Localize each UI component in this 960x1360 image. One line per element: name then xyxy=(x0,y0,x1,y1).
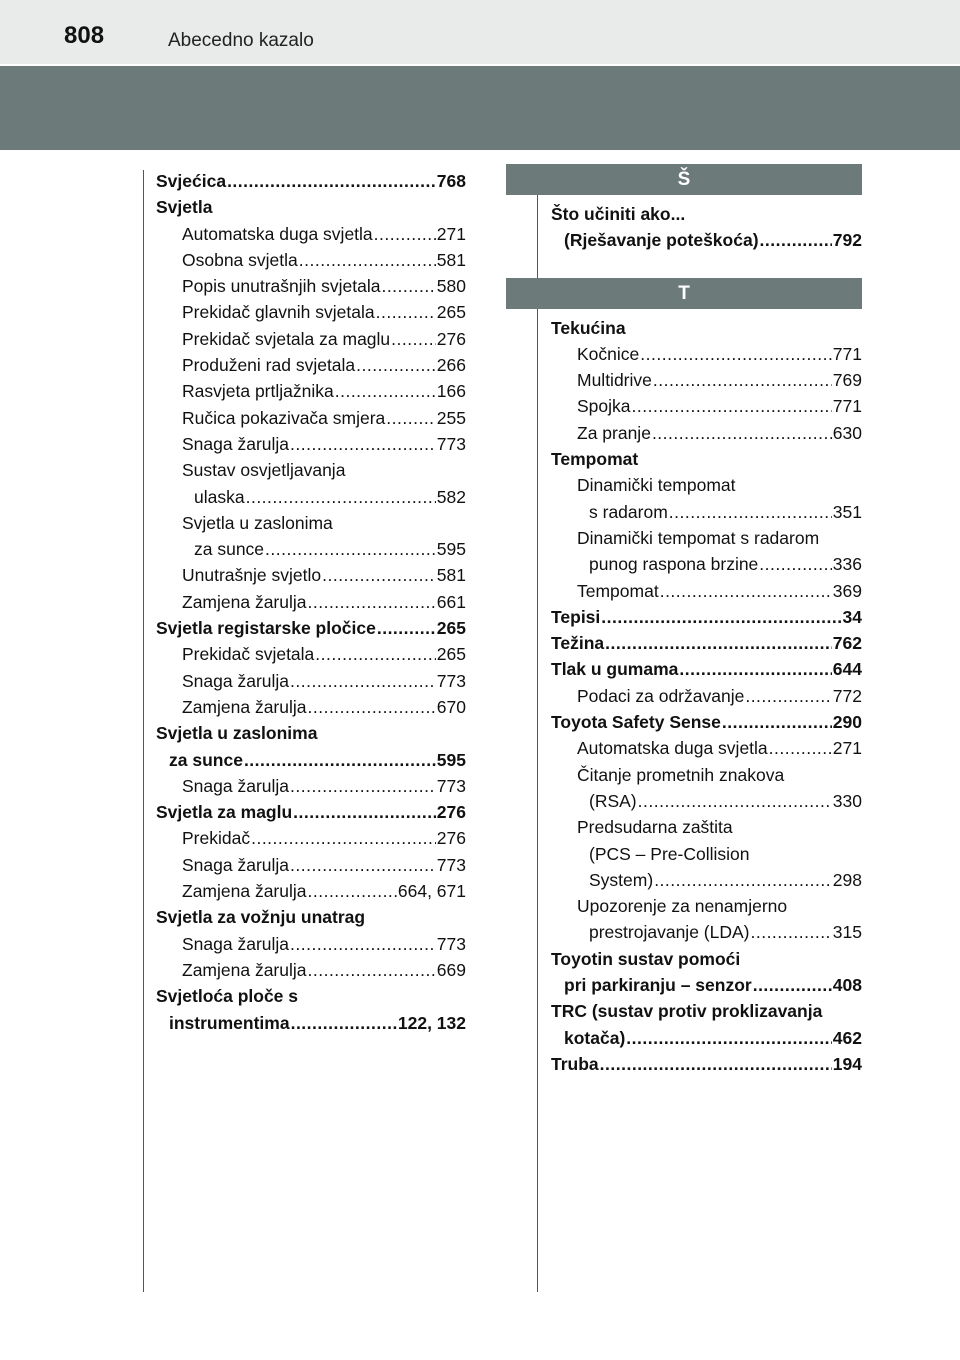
index-entry xyxy=(156,484,466,510)
index-entry xyxy=(156,904,466,930)
leader-dots xyxy=(381,273,435,299)
index-entry xyxy=(551,367,862,393)
entry-term: ulaska xyxy=(194,486,245,507)
entry-term: Sustav osvjetljavanja xyxy=(182,460,346,481)
entry-page: 290 xyxy=(832,712,862,733)
entry-page: 276 xyxy=(436,802,466,823)
entry-page: 408 xyxy=(832,975,862,996)
entry-page: 762 xyxy=(832,633,862,654)
entry-term: Prekidač svjetala xyxy=(182,644,315,665)
index-entry xyxy=(551,788,862,814)
index-entry xyxy=(156,431,466,457)
entry-term: Zamjena žarulja xyxy=(182,959,307,980)
index-entry xyxy=(156,668,466,694)
index-column-left xyxy=(156,168,466,1036)
leader-dots xyxy=(308,957,436,983)
section-title: Abecedno kazalo xyxy=(168,30,314,51)
index-entry xyxy=(551,919,862,945)
entry-page: 581 xyxy=(436,249,466,270)
index-entry xyxy=(156,562,466,588)
entry-term: Zamjena žarulja xyxy=(182,881,307,902)
entry-term: Rasvjeta prtljažnika xyxy=(182,381,334,402)
entry-term: Ručica pokazivača smjera xyxy=(182,407,386,428)
index-entry xyxy=(156,405,466,431)
leader-dots xyxy=(640,341,832,367)
entry-term: Prekidač glavnih svjetala xyxy=(182,302,375,323)
entry-page: 773 xyxy=(436,854,466,875)
column-divider-left xyxy=(143,170,144,1292)
index-entry xyxy=(156,983,466,1009)
index-entry xyxy=(551,1025,862,1051)
index-entry xyxy=(156,931,466,957)
entry-page: 330 xyxy=(832,790,862,811)
index-entry xyxy=(156,247,466,273)
index-entry xyxy=(156,299,466,325)
entry-term: Automatska duga svjetla xyxy=(577,738,768,759)
leader-dots xyxy=(356,352,436,378)
index-entry xyxy=(156,825,466,851)
leader-dots xyxy=(290,668,436,694)
index-entry xyxy=(156,273,466,299)
entry-page: 773 xyxy=(436,933,466,954)
entry-term: Prekidač svjetala za maglu xyxy=(182,328,391,349)
index-entry xyxy=(156,510,466,536)
entry-page: 581 xyxy=(436,565,466,586)
index-entry xyxy=(551,998,862,1024)
entry-term: Dinamički tempomat xyxy=(577,475,736,496)
index-entry xyxy=(551,893,862,919)
section-gap xyxy=(551,254,862,278)
entry-term: Kočnice xyxy=(577,343,640,364)
leader-dots xyxy=(386,405,436,431)
index-entry xyxy=(551,630,862,656)
index-entry xyxy=(156,378,466,404)
entry-term: Što učiniti ako... xyxy=(551,204,686,224)
entry-page: 595 xyxy=(436,749,466,770)
leader-dots xyxy=(638,788,832,814)
index-entry xyxy=(156,615,466,641)
index-entry xyxy=(156,352,466,378)
entry-term: Spojka xyxy=(577,396,631,417)
leader-dots xyxy=(290,931,436,957)
entry-page: 582 xyxy=(436,486,466,507)
entry-term: s radarom xyxy=(589,501,668,522)
index-entry xyxy=(156,957,466,983)
index-entry xyxy=(156,589,466,615)
entry-term: Predsudarna zaštita xyxy=(577,817,733,838)
index-entry xyxy=(551,315,862,341)
leader-dots xyxy=(308,589,436,615)
entry-page: 315 xyxy=(832,922,862,943)
entry-page: 670 xyxy=(436,696,466,717)
leader-dots xyxy=(722,709,832,735)
entry-term: Svjetla u zaslonima xyxy=(156,723,318,744)
entry-page: 771 xyxy=(832,343,862,364)
leader-dots xyxy=(654,867,832,893)
index-entry xyxy=(156,1010,466,1036)
index-entry xyxy=(551,841,862,867)
entry-term: Truba xyxy=(551,1053,599,1074)
header-strip xyxy=(0,0,960,64)
entry-page: 276 xyxy=(436,828,466,849)
entry-term: Produženi rad svjetala xyxy=(182,355,356,376)
entry-page: 351 xyxy=(832,501,862,522)
entry-page: 271 xyxy=(832,738,862,759)
index-entry xyxy=(551,946,862,972)
index-entry xyxy=(156,799,466,825)
entry-term: Snaga žarulja xyxy=(182,933,290,954)
entry-page: 166 xyxy=(436,381,466,402)
entry-page: 34 xyxy=(842,606,862,627)
entry-term: Popis unutrašnjih svjetala xyxy=(182,276,381,297)
entry-page: 271 xyxy=(436,223,466,244)
entry-term: punog raspona brzine xyxy=(589,554,759,575)
entry-term: Tepisi xyxy=(551,606,601,627)
entry-page: 369 xyxy=(832,580,862,601)
leader-dots xyxy=(745,683,831,709)
index-entry xyxy=(156,536,466,562)
index-entry xyxy=(551,472,862,498)
entry-term: (PCS – Pre-Collision xyxy=(589,843,750,864)
index-entry xyxy=(156,221,466,247)
index-entry xyxy=(551,551,862,577)
index-entry xyxy=(551,604,862,630)
leader-dots xyxy=(753,972,832,998)
entry-term: Tlak u gumama xyxy=(551,659,679,680)
entry-term: kotača) xyxy=(564,1027,626,1048)
leader-dots xyxy=(291,1010,397,1036)
entry-term: Tekućina xyxy=(551,317,626,338)
entry-term: prestrojavanje (LDA) xyxy=(589,922,750,943)
index-entry xyxy=(551,341,862,367)
entry-term: Unutrašnje svjetlo xyxy=(182,565,322,586)
leader-dots xyxy=(227,168,436,194)
header-banner xyxy=(0,66,960,150)
entry-term: za sunce xyxy=(169,749,243,770)
entry-page: 265 xyxy=(436,618,466,639)
leader-dots xyxy=(290,852,436,878)
entry-term: Svjetla za maglu xyxy=(156,802,293,823)
index-entry xyxy=(551,656,862,682)
leader-dots xyxy=(669,499,832,525)
leader-dots xyxy=(265,536,436,562)
entry-page: 255 xyxy=(436,407,466,428)
index-entry xyxy=(156,326,466,352)
leader-dots xyxy=(660,578,832,604)
index-entry xyxy=(551,735,862,761)
leader-dots xyxy=(335,378,436,404)
entry-term: Svjetla u zaslonima xyxy=(182,512,333,533)
leader-dots xyxy=(290,431,436,457)
index-entry xyxy=(156,878,466,904)
entry-term: Dinamički tempomat s radarom xyxy=(577,527,820,548)
entry-term: Tempomat xyxy=(577,580,659,601)
index-entry xyxy=(551,762,862,788)
entry-page: 661 xyxy=(436,591,466,612)
entry-page: 462 xyxy=(832,1027,862,1048)
leader-dots xyxy=(759,551,832,577)
index-entry xyxy=(551,814,862,840)
entry-term: Podaci za održavanje xyxy=(577,685,745,706)
entry-term: Prekidač xyxy=(182,828,251,849)
leader-dots xyxy=(652,420,832,446)
leader-dots xyxy=(750,919,831,945)
entry-page: 772 xyxy=(832,685,862,706)
entry-term: Svjetla za vožnju unatrag xyxy=(156,907,366,928)
entry-term: Snaga žarulja xyxy=(182,775,290,796)
entry-term: Zamjena žarulja xyxy=(182,696,307,717)
index-entry xyxy=(551,867,862,893)
entry-page: 773 xyxy=(436,433,466,454)
entry-term: Toyotin sustav pomoći xyxy=(551,948,741,969)
entry-term: Svjećica xyxy=(156,171,227,191)
entry-page: 664, 671 xyxy=(397,881,466,902)
leader-dots xyxy=(290,773,436,799)
index-entry xyxy=(156,747,466,773)
leader-dots xyxy=(769,735,832,761)
entry-term: Težina xyxy=(551,633,605,654)
leader-dots xyxy=(293,799,436,825)
entry-term: Svjetloća ploče s xyxy=(156,986,299,1007)
index-entry xyxy=(551,525,862,551)
index-entry xyxy=(156,694,466,720)
leader-dots xyxy=(601,604,841,630)
entry-page: 773 xyxy=(436,670,466,691)
index-entry xyxy=(551,393,862,419)
leader-dots xyxy=(374,221,436,247)
entry-page: 595 xyxy=(436,539,466,560)
entry-term: pri parkiranju – senzor xyxy=(564,975,752,996)
index-entry xyxy=(551,227,862,253)
leader-dots xyxy=(376,299,436,325)
leader-dots xyxy=(308,694,436,720)
leader-dots xyxy=(653,367,832,393)
index-entry xyxy=(156,457,466,483)
leader-dots xyxy=(632,393,832,419)
index-entry xyxy=(551,201,862,227)
entry-term: Snaga žarulja xyxy=(182,854,290,875)
entry-term: Za pranje xyxy=(577,422,651,443)
letter-heading: Š xyxy=(506,164,862,195)
entry-term: System) xyxy=(589,869,654,890)
entry-page: 630 xyxy=(832,422,862,443)
index-entry xyxy=(551,972,862,998)
index-entry xyxy=(551,683,862,709)
entry-term: Svjetla xyxy=(156,197,213,218)
entry-term: Tempomat xyxy=(551,449,639,470)
leader-dots xyxy=(679,656,831,682)
index-column-right xyxy=(551,164,862,1077)
index-entry xyxy=(156,194,466,220)
entry-page: 298 xyxy=(832,869,862,890)
index-entry xyxy=(156,720,466,746)
leader-dots xyxy=(391,326,436,352)
index-entry xyxy=(156,641,466,667)
index-entry xyxy=(551,578,862,604)
leader-dots xyxy=(760,227,832,253)
column-divider-right xyxy=(537,170,538,1292)
entry-term: Toyota Safety Sense xyxy=(551,712,721,733)
entry-page: 644 xyxy=(832,659,862,680)
leader-dots xyxy=(308,878,397,904)
entry-term: Osobna svjetla xyxy=(182,249,298,270)
entry-term: Multidrive xyxy=(577,370,652,391)
leader-dots xyxy=(244,747,436,773)
entry-term: (Rješavanje poteškoća) xyxy=(564,230,759,251)
entry-term: instrumentima xyxy=(169,1012,290,1033)
page-number: 808 xyxy=(64,22,105,49)
leader-dots xyxy=(322,562,436,588)
entry-page: 669 xyxy=(436,959,466,980)
entry-page: 122, 132 xyxy=(397,1012,466,1033)
index-entry xyxy=(551,709,862,735)
entry-page: 265 xyxy=(436,644,466,665)
entry-page: 580 xyxy=(436,276,466,297)
leader-dots xyxy=(377,615,436,641)
entry-term: Snaga žarulja xyxy=(182,433,290,454)
entry-page: 769 xyxy=(832,370,862,391)
entry-term: Automatska duga svjetla xyxy=(182,223,373,244)
entry-term: Čitanje prometnih znakova xyxy=(577,764,785,785)
entry-page: 336 xyxy=(832,554,862,575)
index-entry xyxy=(156,852,466,878)
entry-page: 194 xyxy=(832,1053,862,1074)
index-entry xyxy=(551,1051,862,1077)
entry-term: (RSA) xyxy=(589,790,637,811)
entry-term: za sunce xyxy=(194,539,265,560)
entry-term: Zamjena žarulja xyxy=(182,591,307,612)
index-entry xyxy=(551,499,862,525)
entry-term: Svjetla registarske pločice xyxy=(156,618,376,639)
leader-dots xyxy=(600,1051,832,1077)
index-entry xyxy=(551,446,862,472)
entry-page: 768 xyxy=(436,171,466,191)
entry-term: TRC (sustav protiv proklizavanja xyxy=(551,1001,823,1022)
letter-heading: T xyxy=(506,278,862,309)
entry-page: 276 xyxy=(436,328,466,349)
index-entry xyxy=(156,168,466,194)
entry-page: 771 xyxy=(832,396,862,417)
entry-page: 265 xyxy=(436,302,466,323)
leader-dots xyxy=(246,484,436,510)
entry-page: 266 xyxy=(436,355,466,376)
leader-dots xyxy=(299,247,436,273)
entry-term: Snaga žarulja xyxy=(182,670,290,691)
leader-dots xyxy=(605,630,832,656)
index-entry xyxy=(156,773,466,799)
leader-dots xyxy=(315,641,436,667)
entry-term: Upozorenje za nenamjerno xyxy=(577,896,788,917)
leader-dots xyxy=(626,1025,832,1051)
index-entry xyxy=(551,420,862,446)
entry-page: 773 xyxy=(436,775,466,796)
leader-dots xyxy=(251,825,436,851)
entry-page: 792 xyxy=(832,230,862,251)
